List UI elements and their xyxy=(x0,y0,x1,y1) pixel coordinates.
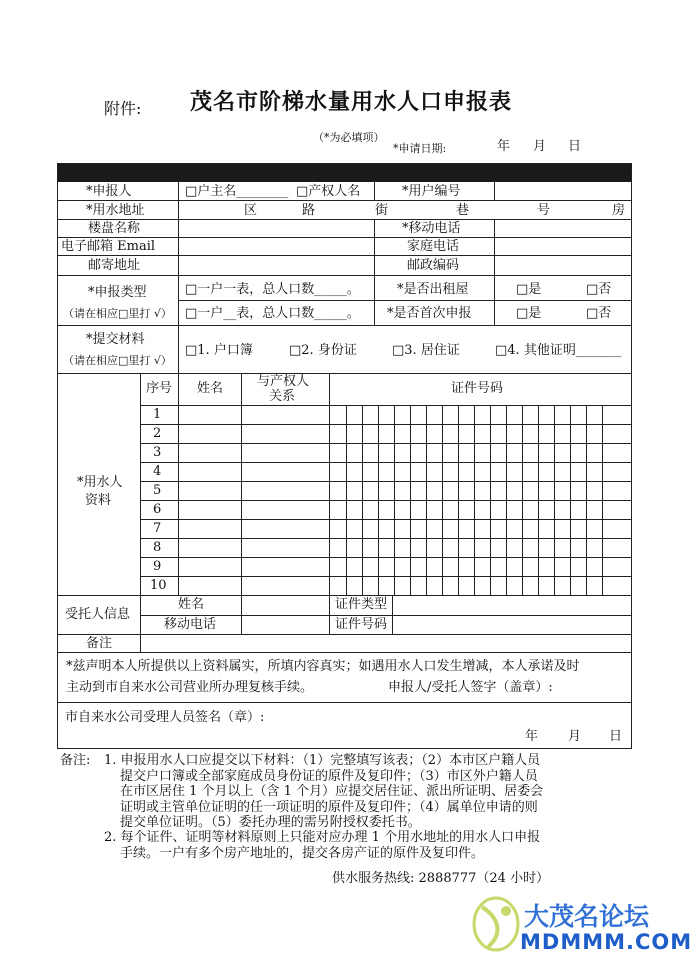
remark-label: 备注 xyxy=(86,636,113,651)
home-phone-label: 家庭电话 xyxy=(407,239,460,254)
material-residence-checkbox[interactable]: □3. 居住证 xyxy=(392,343,460,358)
note-1-line: 提交户口簿或全部家庭成员身份证的原件及复印件；（3）市区外户籍人员 xyxy=(120,768,538,784)
note-1-line: 证明或主管单位证明的任一项证明的原件及复印件；（4）属单位申请的则 xyxy=(120,799,538,815)
type-hint: （请在相应□里打 √） xyxy=(63,307,172,320)
postcode-label: 邮政编码 xyxy=(407,258,460,273)
agent-mobile-field[interactable] xyxy=(242,616,328,633)
note-1 xyxy=(104,753,543,831)
persons-label-2: 资料 xyxy=(85,493,112,508)
note-2 xyxy=(104,830,540,861)
mail-address-field[interactable] xyxy=(179,256,373,274)
user-no-label: *用户编号 xyxy=(402,184,461,199)
note-1-line: 在市区居住 1 个月以上（含 1 个月）应提交居住证、派出所证明、居委会 xyxy=(120,784,544,799)
apply-date-year: 年 xyxy=(497,139,511,154)
material-other-checkbox[interactable]: □4. 其他证明_______ xyxy=(495,343,622,358)
row-number: 4 xyxy=(153,464,162,479)
material-hukou-checkbox[interactable]: □1. 户口簿 xyxy=(185,343,253,358)
note-2-line: 手续。一户有多个房产地址的，提交各房产证的原件及复印件。 xyxy=(120,845,485,861)
watermark-name: 大茂名论坛 xyxy=(524,902,650,931)
watermark-domain: MDMMM.COM xyxy=(520,930,693,954)
mobile-label: *移动电话 xyxy=(402,221,461,236)
staff-date-year: 年 xyxy=(525,729,539,744)
email-label: 电子邮箱 Email xyxy=(61,239,156,254)
home-phone-field[interactable] xyxy=(495,238,631,254)
applicant-label: *申报人 xyxy=(86,184,132,199)
type-option-single[interactable]: □一户一表，总人口数_____。 xyxy=(185,282,360,297)
building-label: 楼盘名称 xyxy=(88,221,141,236)
attachment-label: 附件: xyxy=(104,99,142,118)
agent-id-type-field[interactable] xyxy=(393,596,631,614)
materials-hint: （请在相应□里打 √） xyxy=(63,354,172,367)
note-1-line: 1. 申报用水人口应提交以下材料：（1）完整填写该表；（2）本市区户籍人员 xyxy=(104,753,541,768)
row-number: 6 xyxy=(153,502,162,517)
address-district: 区 xyxy=(244,203,258,218)
persons-label: *用水人 xyxy=(77,475,123,490)
page-title: 茂名市阶梯水量用水人口申报表 xyxy=(190,90,513,115)
mobile-field[interactable] xyxy=(495,220,631,236)
agent-name-field[interactable] xyxy=(242,596,328,614)
notes-label: 备注: xyxy=(60,753,91,768)
apply-date-label: *申请日期: xyxy=(393,142,447,155)
agent-id-no-field[interactable] xyxy=(393,616,631,633)
staff-signature-label: 市自来水公司受理人员签名（章）: xyxy=(65,710,265,725)
user-no-field[interactable] xyxy=(495,183,631,199)
address-room: 房 xyxy=(612,203,626,218)
col-seq-header: 序号 xyxy=(146,381,173,396)
apply-date-day: 日 xyxy=(568,139,582,154)
material-idcard-checkbox[interactable]: □2. 身份证 xyxy=(289,343,357,358)
remark-field[interactable] xyxy=(141,635,631,651)
row-number: 10 xyxy=(150,578,167,593)
address-number: 号 xyxy=(537,203,551,218)
address-label: *用水地址 xyxy=(86,203,145,218)
email-field[interactable] xyxy=(179,238,373,254)
staff-date-month: 月 xyxy=(568,729,582,744)
type-option-multi[interactable]: □一户__表，总人口数_____。 xyxy=(185,306,360,321)
col-relation-header-2: 关系 xyxy=(269,389,296,404)
staff-date-day: 日 xyxy=(609,729,623,744)
forum-logo-icon xyxy=(468,893,528,955)
col-relation-header: 与产权人 xyxy=(257,374,310,389)
signature-label: 申报人/受托人签字（盖章）: xyxy=(388,680,553,695)
row-number: 5 xyxy=(153,483,162,498)
rental-label: *是否出租屋 xyxy=(397,282,469,297)
required-note: （*为必填项） xyxy=(313,131,385,144)
agent-name-label: 姓名 xyxy=(178,597,205,612)
row-number: 2 xyxy=(153,426,162,441)
row-number: 9 xyxy=(153,559,162,574)
materials-label: *提交材料 xyxy=(86,332,145,347)
note-1-line: 提交单位证明。（5）委托办理的需另附授权委托书。 xyxy=(120,815,421,830)
col-name-header: 姓名 xyxy=(197,381,224,396)
postcode-field[interactable] xyxy=(495,256,631,274)
note-2-line: 2. 每个证件、证明等材料原则上只能对应办理 1 个用水地址的用水人口申报 xyxy=(104,830,541,845)
owner-checkbox[interactable]: □户主名________ xyxy=(185,184,289,199)
declaration-line-1: *兹声明本人所提供以上资料属实，所填内容真实；如遇用水人口发生增减，本人承诺及时 xyxy=(66,659,580,674)
property-owner-checkbox[interactable]: □产权人名 xyxy=(296,184,361,199)
row-number: 1 xyxy=(153,407,162,422)
row-number: 7 xyxy=(153,521,162,536)
rental-yes-checkbox[interactable]: □是 xyxy=(516,282,542,297)
address-road: 路 xyxy=(302,203,316,218)
first-no-checkbox[interactable]: □否 xyxy=(586,306,612,321)
service-hotline: 供水服务热线: 2888777（24 小时） xyxy=(332,871,550,886)
first-yes-checkbox[interactable]: □是 xyxy=(516,306,542,321)
rental-no-checkbox[interactable]: □否 xyxy=(586,282,612,297)
first-report-label: *是否首次申报 xyxy=(387,306,472,321)
address-street: 街 xyxy=(375,203,389,218)
agent-label: 受托人信息 xyxy=(65,607,131,622)
apply-date-month: 月 xyxy=(533,139,547,154)
address-lane: 巷 xyxy=(456,203,470,218)
agent-id-no-label: 证件号码 xyxy=(335,617,388,632)
row-number: 8 xyxy=(153,540,162,555)
agent-id-type-label: 证件类型 xyxy=(335,597,388,612)
agent-mobile-label: 移动电话 xyxy=(164,617,217,632)
row-number: 3 xyxy=(153,445,162,460)
type-label: *申报类型 xyxy=(88,285,147,300)
building-field[interactable] xyxy=(179,220,373,236)
declaration-line-2: 主动到市自来水公司营业所办理复核手续。 xyxy=(66,680,314,695)
mail-address-label: 邮寄地址 xyxy=(88,258,141,273)
col-id-header: 证件号码 xyxy=(451,381,504,396)
